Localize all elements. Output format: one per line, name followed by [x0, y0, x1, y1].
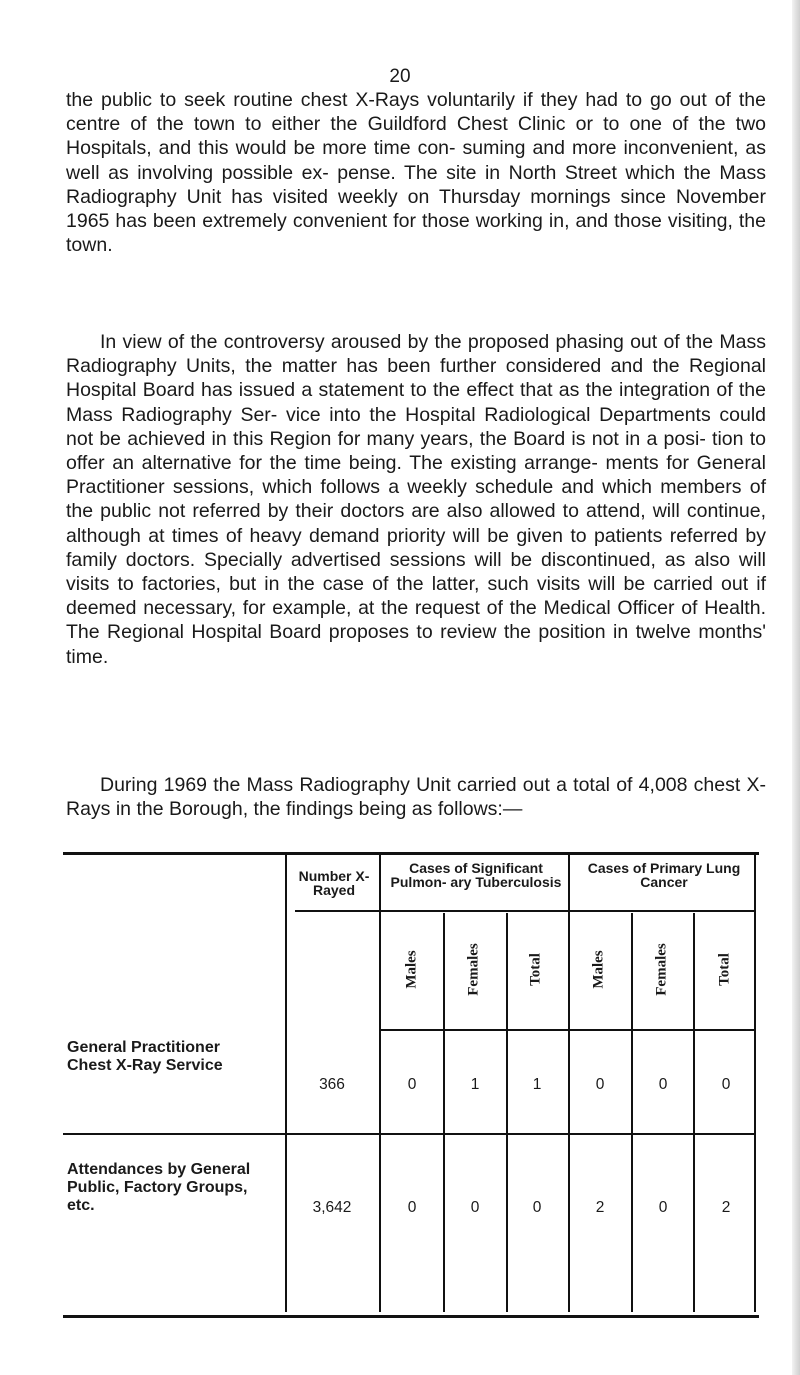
- table-rule: [568, 910, 754, 912]
- cell-lung-total: 2: [721, 1199, 731, 1216]
- cell-number-xrayed: 3,642: [312, 1199, 352, 1216]
- subheader-tb-females: Females: [465, 943, 482, 996]
- cell-tb-females: 1: [470, 1076, 480, 1093]
- paragraph-3-text: During 1969 the Mass Radiography Unit carried out a total of 4,008 chest X-Rays in the Borough, the findings being as follows:—: [66, 774, 766, 821]
- header-tuberculosis: Cases of Significant Pulmon- ary Tuberculosis: [390, 860, 562, 890]
- table-rule: [63, 1133, 754, 1135]
- table-divider: [631, 913, 633, 1312]
- page-edge-shadow: [792, 0, 800, 1375]
- paragraph-1-text: the public to seek routine chest X-Rays voluntarily if they had to go out of the centre of the town to either the Guildford Chest Clinic or to one of the two Hospitals, and this would be more time con- suming and more inconvenient, as well as involving possible ex- pense. The site in North Street which the Mass Radiography Unit has visited weekly on Thursday mornings since November 1965 has been extremely convenient for those working in, and those visiting, the town.: [66, 89, 766, 257]
- subheader-lung-females: Females: [653, 943, 670, 996]
- paragraph-2-text: In view of the controversy aroused by the proposed phasing out of the Mass Radiography Units, the matter has been further considered and the Regional Hospital Board has issued a statement to the effect that as the integration of the Mass Radiography Ser- vice into the Hospital Radiological Departments could not be achieved in this Region for many years, the Board is not in a posi- tion to offer an alternative for the time being. The existing arrange- ments for General Practitioner sessions, which follows a weekly schedule and which members of the public not referred by their doctors are also allowed to attend, will continue, although at times of heavy demand priority will be given to patients referred by family doctors. Specially advertised sessions will be discontinued, as also will visits to factories, but in the case of the latter, such visits will be carried out if deemed necessary, for example, at the request of the Medical Officer of Health. The Regional Hospital Board proposes to review the position in twelve months' time.: [66, 331, 766, 668]
- cell-lung-females: 0: [658, 1199, 668, 1216]
- cell-tb-total: 1: [532, 1076, 542, 1093]
- table-divider: [754, 855, 756, 1312]
- page-number: 20: [389, 66, 411, 87]
- cell-lung-total: 0: [721, 1076, 731, 1093]
- table-divider: [379, 855, 381, 1312]
- table-divider: [693, 913, 695, 1312]
- table-rule: [295, 910, 381, 912]
- xray-findings-table: [63, 852, 759, 1318]
- cell-tb-males: 0: [407, 1199, 417, 1216]
- paragraph-3: [66, 773, 766, 821]
- table-rule: [381, 910, 568, 912]
- table-divider: [568, 855, 570, 1312]
- header-number-xrayed: Number X-Rayed: [298, 868, 370, 898]
- row-label: Attendances by General Public, Factory Groups, etc.: [67, 1161, 251, 1214]
- cell-tb-males: 0: [407, 1076, 417, 1093]
- row-label: General Practitioner Chest X-Ray Service: [67, 1039, 223, 1074]
- paragraph-1: [66, 88, 766, 257]
- subheader-tb-total: Total: [527, 953, 544, 986]
- table-divider: [443, 913, 445, 1312]
- paragraph-2: [66, 330, 766, 669]
- subheader-tb-males: Males: [403, 950, 420, 989]
- subheader-lung-males: Males: [590, 950, 607, 989]
- cell-tb-females: 0: [470, 1199, 480, 1216]
- table-divider: [506, 913, 508, 1312]
- cell-number-xrayed: 366: [319, 1076, 345, 1093]
- header-lung-cancer: Cases of Primary Lung Cancer: [587, 860, 741, 890]
- subheader-lung-total: Total: [716, 953, 733, 986]
- cell-lung-females: 0: [658, 1076, 668, 1093]
- table-rule: [381, 1029, 754, 1031]
- cell-lung-males: 0: [595, 1076, 605, 1093]
- cell-lung-males: 2: [595, 1199, 605, 1216]
- cell-tb-total: 0: [532, 1199, 542, 1216]
- table-divider: [285, 855, 287, 1312]
